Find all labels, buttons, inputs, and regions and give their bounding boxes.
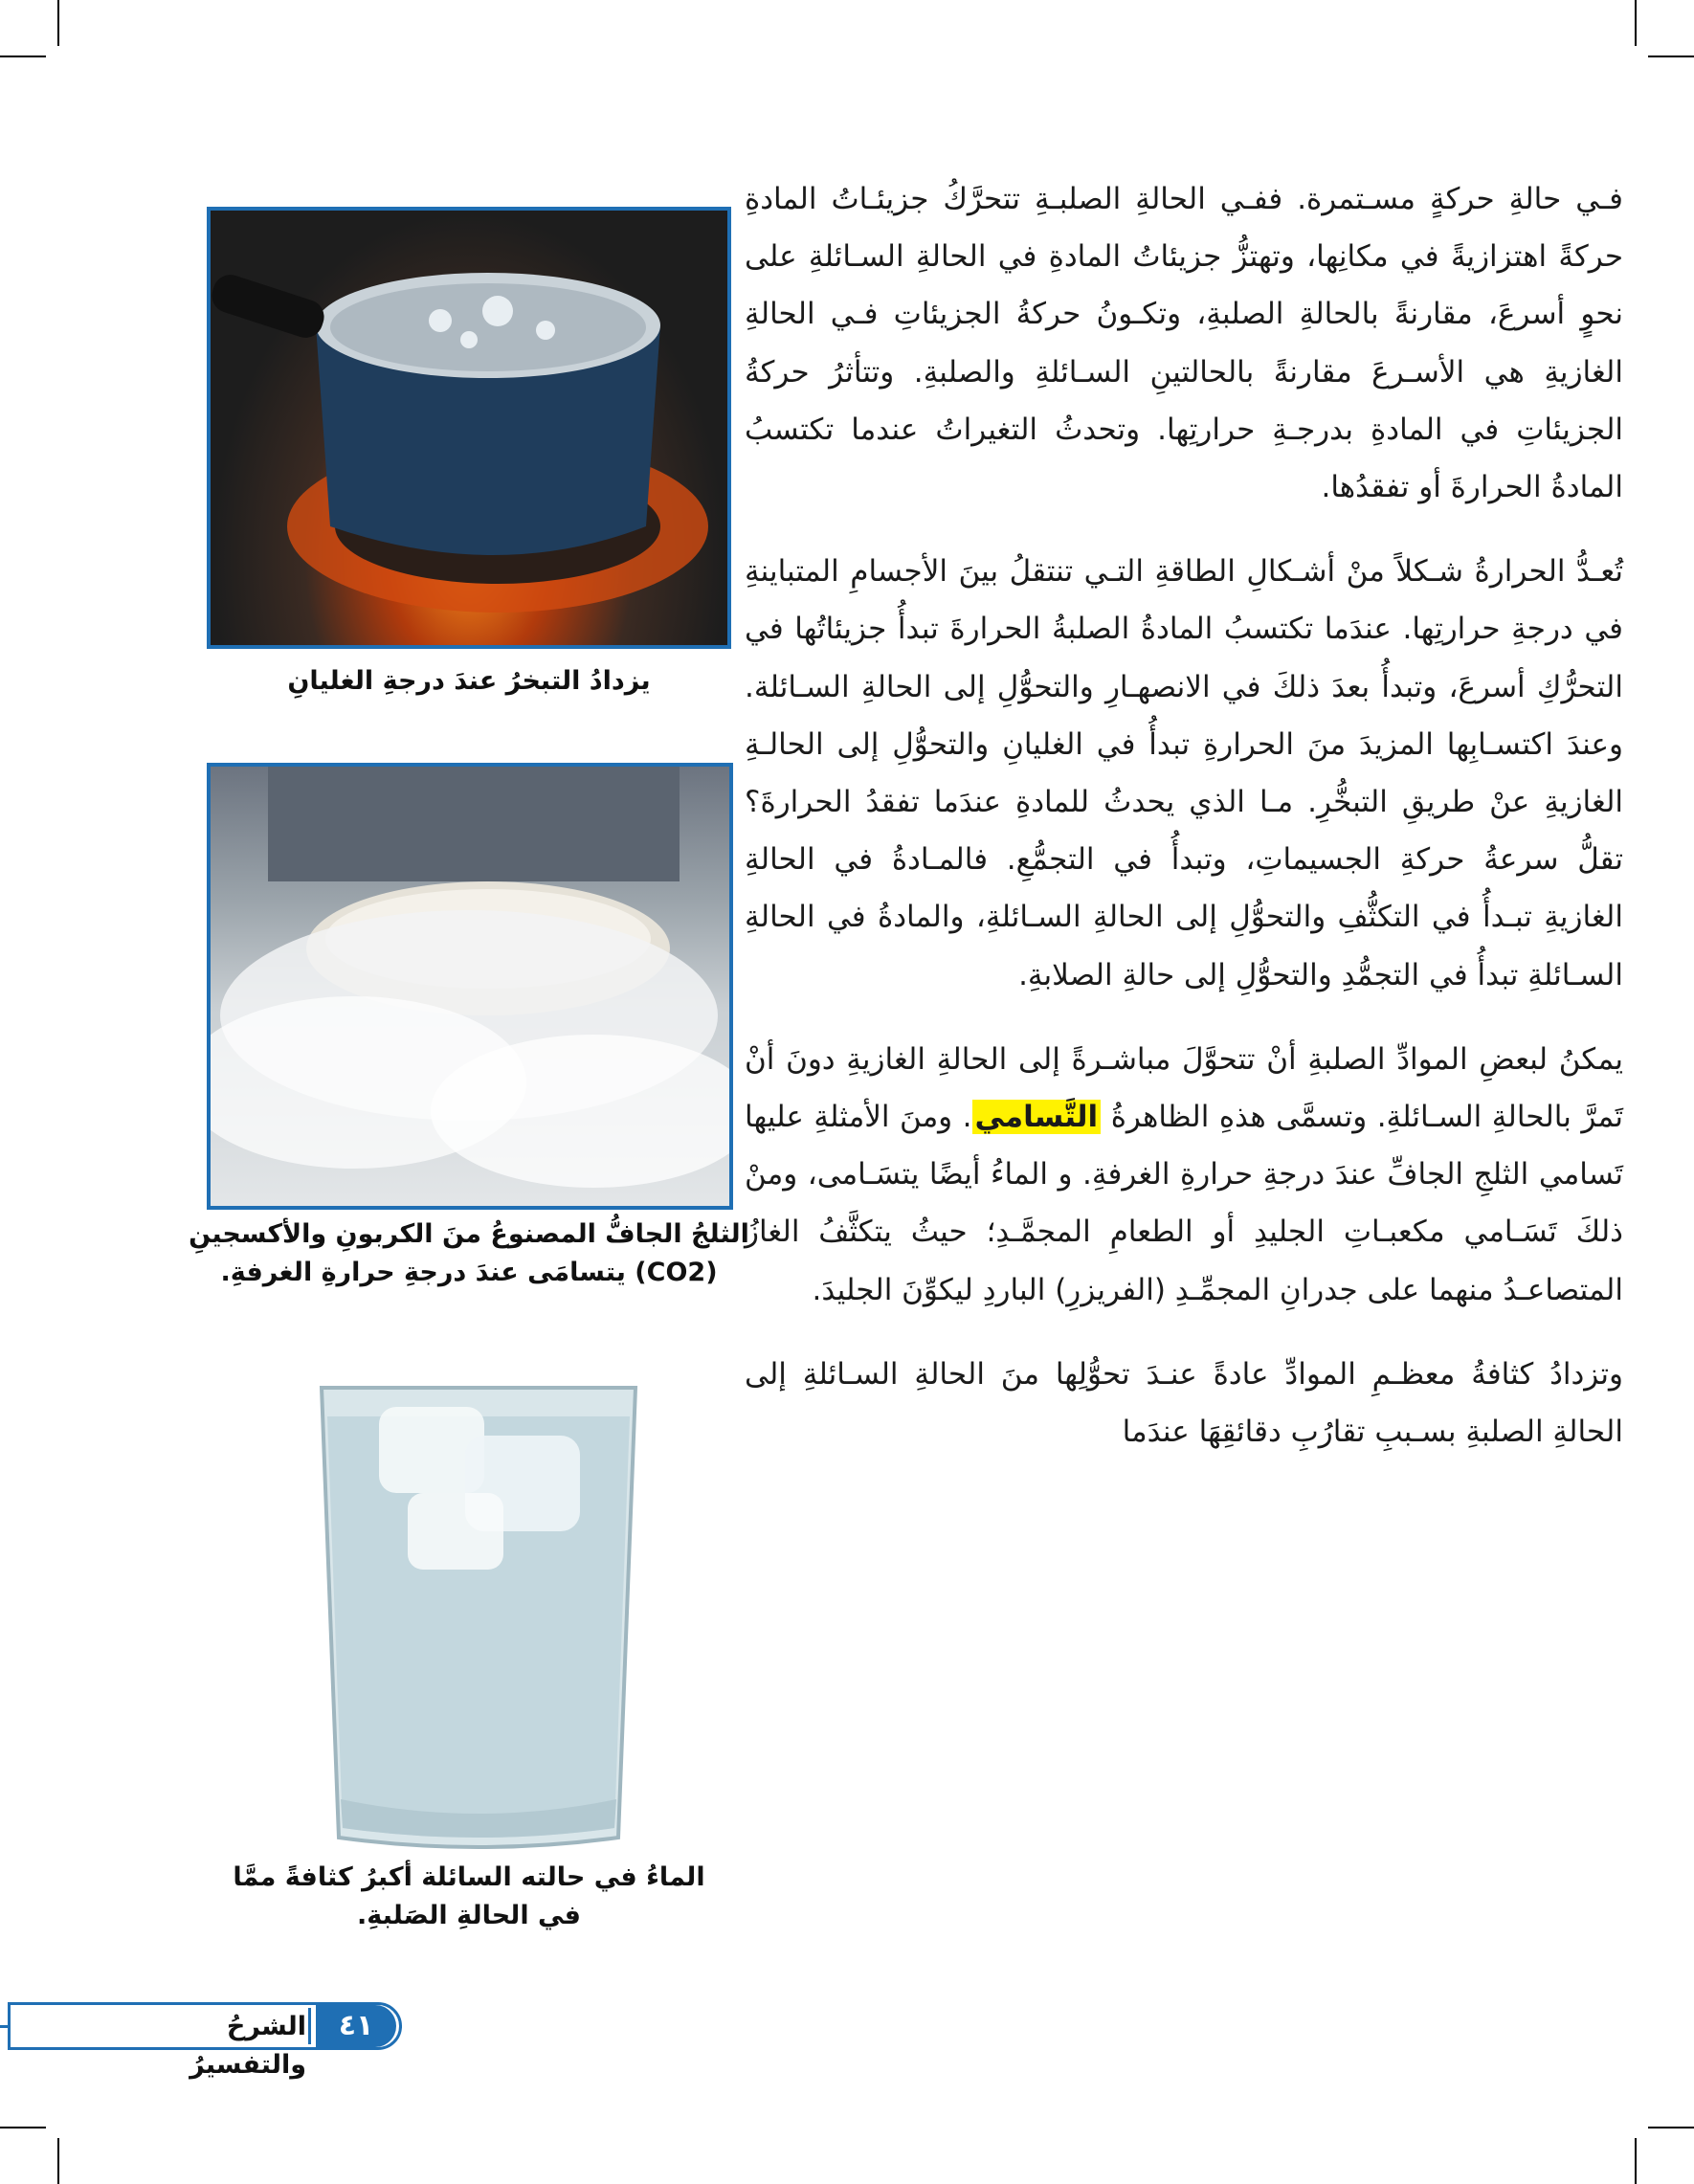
water-glass-illustration bbox=[302, 1378, 655, 1855]
crop-mark bbox=[1635, 0, 1637, 46]
caption-water-glass: الماءُ في حالته السائلة أكبرُ كثافةً ممَّا في الحالةِ الصَلبةِ. bbox=[233, 1862, 705, 1930]
crop-mark bbox=[57, 2138, 59, 2184]
crop-mark bbox=[0, 2127, 46, 2128]
footer-section-title: الشرحُ والتفسيرُ bbox=[189, 2012, 306, 2080]
crop-mark bbox=[0, 56, 46, 57]
dry-ice-photo bbox=[207, 763, 733, 1210]
dry-ice-illustration bbox=[211, 767, 729, 1206]
caption-dry-ice: الثلجُ الجافُّ المصنوعُ منَ الكربونِ والأكسجينِ (CO2) يتسامَى عندَ درجةِ حرارةِ الغرفةِ. bbox=[189, 1219, 749, 1287]
crop-mark bbox=[57, 0, 59, 46]
footer-divider bbox=[308, 2008, 311, 2044]
water-glass-photo bbox=[302, 1378, 655, 1855]
caption-boiling: يزدادُ التبخرُ عندَ درجةِ الغليانِ bbox=[287, 666, 651, 696]
paragraph-sublimation bbox=[745, 1031, 1623, 1319]
body-text bbox=[745, 170, 1623, 1487]
text-run: . ومنَ الأمثلةِ عليها تَسامي الثلجِ الجافِّ عندَ درجةِ حرارةِ الغرفةِ. و الماءُ أيضًا يتسَـامى، ومنْ ذلكَ تَسَـامي مكعبـاتِ الجليدِ أو الطعامِ المجمَّـدِ؛ حيثُ يتكثَّفُ الغازُ المتصاعـدُ منهما على جدرانِ المجمِّـدِ (الفريزرِ) الباردِ ليكوِّنَ الجليدَ. bbox=[745, 1100, 1623, 1307]
highlighted-term: التَّسامي bbox=[972, 1100, 1102, 1134]
boiling-pot-illustration bbox=[211, 211, 727, 645]
crop-mark bbox=[1635, 2138, 1637, 2184]
paragraph: فـي حالةِ حركةٍ مسـتمرة. ففـي الحالةِ الصلبـةِ تتحرَّكُ جزيئـاتُ المادةِ حركةً اهتزازيةً في مكانِها، وتهتزُّ جزيئاتُ المادةِ في الحالةِ السـائلةِ على نحوٍ أسرعَ، مقارنةً بالحالةِ الصلبةِ، وتكـونُ حركةُ الجزيئاتِ فـي الحالةِ الغازيةِ هي الأسـرعَ مقارنةً بالحالتينِ السـائلةِ والصلبةِ. وتتأثرُ حركةُ الجزيئاتِ في المادةِ بدرجـةِ حرارتِها. وتحدثُ التغيراتُ عندما تكتسبُ المادةُ الحرارةَ أو تفقدُها. bbox=[745, 182, 1623, 505]
crop-mark bbox=[1648, 2127, 1694, 2128]
paragraph: وتزدادُ كثافةُ معظـمِ الموادِّ عادةً عنـدَ تحوُّلِها منَ الحالةِ السـائلةِ إلى الحالةِ الصلبةِ بسـببِ تقارُبِ دقائقِهَا عندَما bbox=[745, 1356, 1623, 1450]
text-run: يمكنُ لبعضِ الموادِّ الصلبةِ أنْ تتحوَّلَ مباشـرةً إلى الحالةِ الغازيةِ دونَ أنْ تَمرَّ بالحالةِ السـائلةِ. وتسمَّى هذهِ الظاهرةُ bbox=[745, 1041, 1623, 1135]
crop-mark bbox=[1648, 56, 1694, 57]
page-number: ٤١ bbox=[316, 2005, 396, 2047]
paragraph: تُعـدُّ الحرارةُ شـكلاً منْ أشـكالِ الطاقةِ التـي تنتقلُ بينَ الأجسامِ المتباينةِ في درجةِ حرارتِها. عندَما تكتسبُ المادةُ الصلبةُ الحرارةَ تبدأُ جزيئاتُها في التحرُّكِ أسرعَ، وتبدأُ بعدَ ذلكَ في الانصهـارِ والتحوُّلِ إلى الحالةِ السـائلة. وعندَ اكتسـابِها المزيدَ منَ الحرارةِ تبدأُ في الغليانِ والتحوُّلِ إلى الحالـةِ الغازيةِ عنْ طريقِ التبخُّرِ. مـا الذي يحدثُ للمادةِ عندَما تفقدُ الحرارةَ؟ تقلُّ سرعةُ حركةِ الجسيماتِ، وتبدأُ في التجمُّعِ. فالمـادةُ في الحالةِ الغازيةِ تبـدأُ في التكثُّفِ والتحوُّلِ إلى الحالةِ السـائلةِ، والمادةُ في الحالةِ السـائلةِ تبدأُ في التجمُّدِ والتحوُّلِ إلى حالةِ الصلابةِ. bbox=[745, 554, 1623, 992]
boiling-pot-photo bbox=[207, 207, 731, 649]
